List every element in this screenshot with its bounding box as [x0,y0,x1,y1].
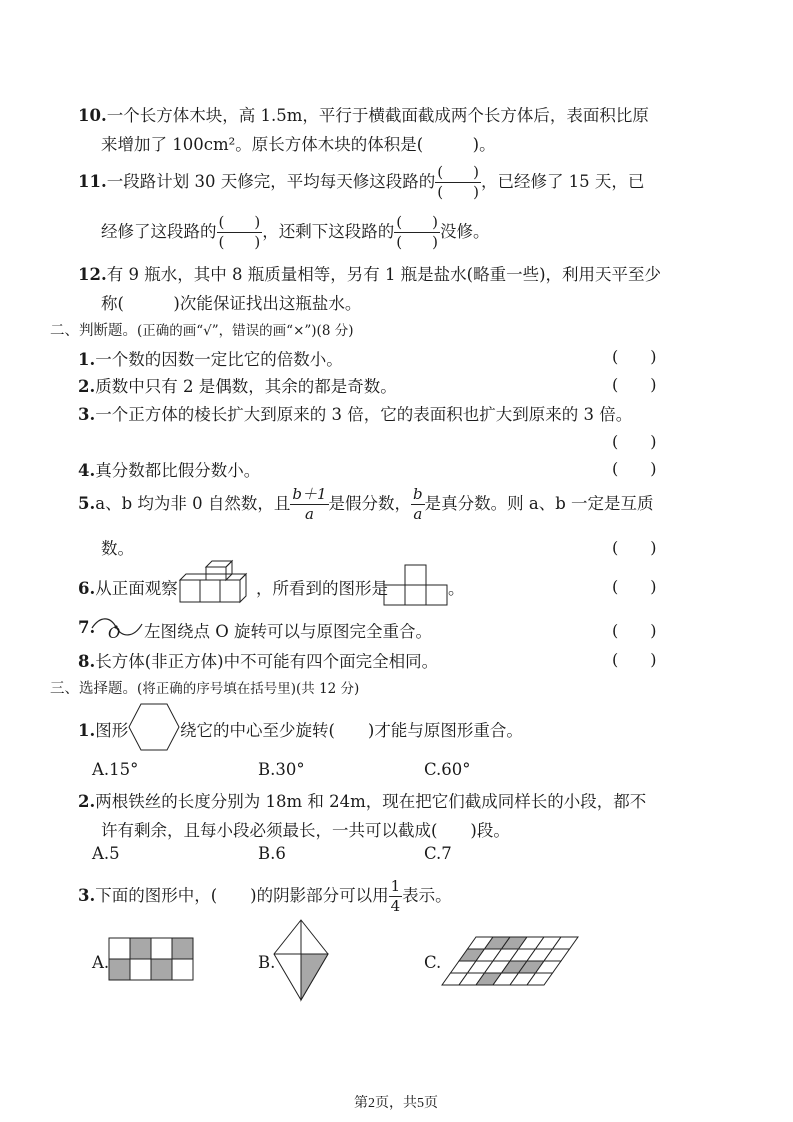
shaded-rectangle-figure [109,938,195,982]
question-number: 10. [78,106,107,125]
option-a[interactable]: A.15° [92,760,139,779]
question-12 [78,261,661,285]
judge-item-7: 左图绕点 O 旋转可以与原图完全重合。 [144,622,433,641]
judge-item-5-line2: 数。 [101,539,134,558]
option-b[interactable]: B. [258,953,276,972]
option-b[interactable]: B.6 [258,844,286,863]
front-view-figure [384,565,448,605]
question-text: 一个长方体木块，高 1.5m，平行于横截面截成两个长方体后，表面积比原 [106,106,649,125]
judge-item-6-text: ，所看到的图形是 [256,579,388,598]
answer-paren[interactable]: ( ) [612,650,657,669]
question-11 [78,160,644,204]
answer-blank-fraction[interactable]: $\frac{( )}{( )}$ [396,213,438,251]
question-number: 12. [78,265,107,284]
judge-item-6: 6.从正面观察 [78,579,178,598]
question-text: 有 9 瓶水，其中 8 瓶质量相等，另有 1 瓶是盐水(略重一些)，利用天平至少 [106,265,662,284]
judge-item-8: 8.长方体(非正方体)中不可能有四个面完全相同。 [78,652,439,671]
answer-paren[interactable]: ( ) [612,538,657,557]
judge-item-4: 4.真分数都比假分数小。 [78,461,261,480]
option-a[interactable]: A.5 [92,844,120,863]
answer-paren[interactable]: ( ) [612,432,657,451]
judge-item-7-number: 7. [78,618,96,637]
option-c[interactable]: C. [424,953,442,972]
answer-paren[interactable]: ( ) [612,347,657,366]
choice-1-text: 绕它的中心至少旋转( )才能与原图形重合。 [180,721,523,740]
answer-paren[interactable]: ( ) [612,459,657,478]
choice-3: 3.下面的图形中，( )的阴影部分可以用 $\frac{1}{4}$ 表示。 [78,877,452,915]
fraction: $\frac{b}{a}$ [413,485,423,523]
judge-item-6-end: 。 [448,579,465,598]
kite-figure [274,920,330,1002]
option-a[interactable]: A. [92,953,110,972]
fraction: $\frac{b+1}{a}$ [292,485,327,523]
judge-item-1: 1.一个数的因数一定比它的倍数小。 [78,350,343,369]
judge-item-5: 5.a、b 均为非 0 自然数，且 $\frac{b+1}{a}$ 是假分数， $\frac{b}{a}$ 是真分数。则 a、b 一定是互质 [78,485,654,523]
answer-blank-fraction[interactable]: $\frac{( )}{( )}$ [218,213,261,251]
choice-1-number: 1.图形 [78,721,129,740]
answer-paren[interactable]: ( ) [612,577,657,596]
option-b[interactable]: B.30° [258,760,305,779]
section-2-heading [50,319,353,340]
judge-item-3: 3.一个正方体的棱长扩大到原来的 3 倍，它的表面积也扩大到原来的 3 倍。 [78,405,633,424]
judge-item-2: 2.质数中只有 2 是偶数，其余的都是奇数。 [78,377,397,396]
answer-paren[interactable]: ( ) [612,375,657,394]
question-11-line2: 经修了这段路的 $\frac{( )}{( )}$ ，还剩下这段路的 $\frac{( )}{( )}$ 没修。 [101,213,490,251]
page-number: 第2页，共5页 [354,1096,438,1111]
choice-2-line2: 许有剩余，且每小段必须最长，一共可以截成( )段。 [101,821,510,840]
question-number: 11. [78,172,107,191]
section-title: 二、判断题。 [50,323,137,339]
cube-arrangement-figure [180,566,254,604]
section-3-heading [50,677,359,698]
question-10 [78,102,649,126]
section-title: 三、选择题。 [50,681,137,697]
shaded-parallelogram-grid [440,936,574,986]
section-note: (正确的画“√”，错误的画“×”)(8 分) [137,323,354,339]
question-12-line2: 称( )次能保证找出这瓶盐水。 [101,294,362,313]
section-note: (将正确的序号填在括号里)(共 12 分) [137,681,360,697]
hexagon-figure [128,703,180,751]
option-c[interactable]: C.7 [424,844,452,863]
option-c[interactable]: C.60° [424,760,471,779]
point-o-label: O [108,624,121,642]
choice-2: 2.两根铁丝的长度分别为 18m 和 24m，现在把它们截成同样长的小段，都不 [78,792,647,811]
answer-paren[interactable]: ( ) [612,621,657,640]
fraction: $\frac{1}{4}$ [390,877,401,915]
question-text: ，已经修了 15 天，已 [480,172,645,191]
question-10-line2: 来增加了 100cm²。原长方体木块的体积是( )。 [101,135,496,154]
answer-blank-fraction[interactable]: $\frac{( )}{( )}$ [437,163,479,201]
question-text: 一段路计划 30 天修完，平均每天修这段路的 [106,172,436,191]
